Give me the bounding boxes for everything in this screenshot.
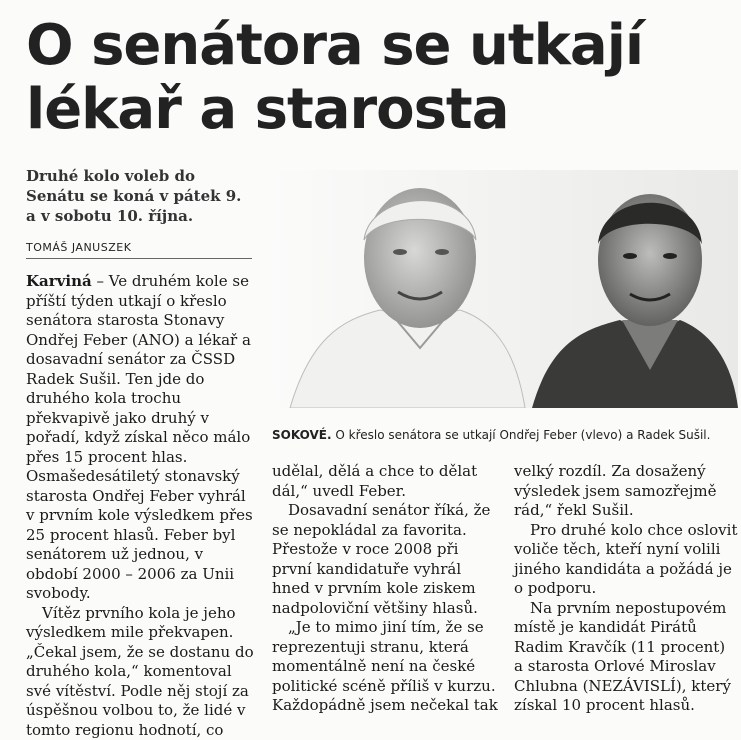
article-paragraph: „Je to mimo jiní tím, že se reprezentuji stranu, která momentálně není na české politické scéně příliš v kurzu. Každopádně jsem nečekal tak [272,618,500,716]
article-paragraph: Dosavadní senátor říká, že se nepokládal za favorita. Přestože v roce 2008 při první kandidatuře vyhrál hned v prvním kole ziskem nadpoloviční většiny hlasů. [272,501,500,618]
headline [26,14,726,142]
article-column-1 [26,272,254,740]
headline-line-1: O senátora se utkají [26,13,643,78]
candidates-photo [270,170,738,408]
dateline: Karviná [26,272,92,290]
article-paragraph [26,272,254,604]
photo-caption [272,428,738,442]
article-paragraph: udělal, dělá a chce to dělat dál,“ uvedl Feber. [272,462,500,501]
perex: Druhé kolo voleb do Senátu se koná v pátek 9. a v sobotu 10. října. [26,166,256,226]
headline-line-2: lékař a starosta [26,77,508,142]
article-paragraph: Vítěz prvního kola je jeho výsledkem mile překvapen. „Čekal jsem, že se dostanu do druhého kola,“ komentoval své vítěství. Podle něj stojí za úspěšnou volbou to, že lidé v tomto regionu hodnotí, co [26,604,254,740]
author-byline: TOMÁŠ JANUSZEK [26,241,252,259]
candidates-photo-image [270,170,738,408]
article-paragraph: Pro druhé kolo chce oslovit voliče těch, kteří nyní volili jiného kandidáta a požádá je o podporu. [514,521,738,599]
article-paragraph: velký rozdíl. Za dosažený výsledek jsem samozřejmě rád,“ řekl Sušil. [514,462,738,521]
article-column-3 [514,462,738,716]
article-column-2 [272,462,500,716]
caption-text: O křeslo senátora se utkají Ondřej Feber (vlevo) a Radek Sušil. [335,428,710,442]
caption-lead: SOKOVÉ. [272,428,332,442]
paragraph-text: – Ve druhém kole se příští týden utkají o křeslo senátora starosta Stonavy Ondřej Feber (ANO) a lékař a dosavadní senátor za ČSSD Radek Sušil. Ten jde do druhého kola trochu překvapivě jako druhý v pořadí, když získal něco málo přes 15 procent hlas. Osmašedesátiletý stonavský starosta Ondřej Feber vyhrál v prvním kole výsledkem přes 25 procent hlasů. Feber byl senátorem už jednou, v období 2000 – 2006 za Unii svobody. [26,272,253,602]
article-paragraph: Na prvním nepostupovém místě je kandidát Pirátů Radim Kravčík (11 procent) a starosta Orlové Miroslav Chlubna (NEZÁVISLÍ), který získal 10 procent hlasů. [514,599,738,716]
